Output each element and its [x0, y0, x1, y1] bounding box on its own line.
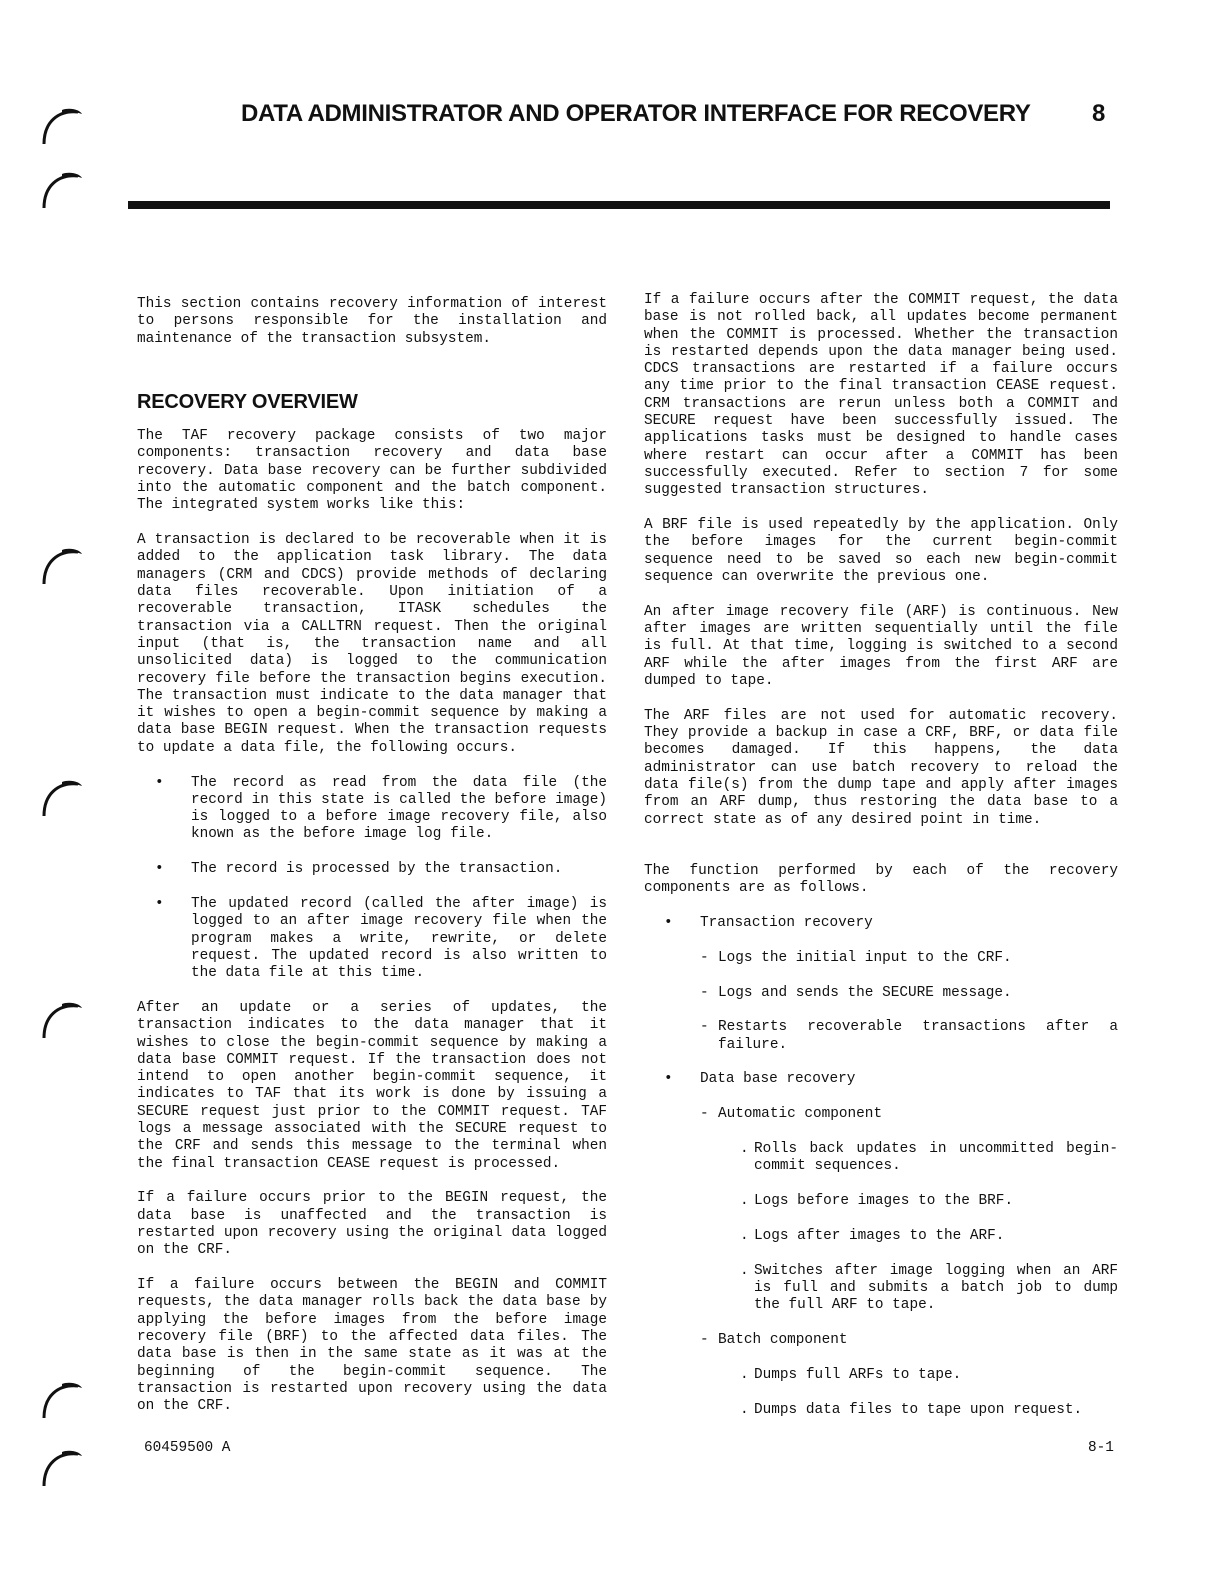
- paragraph: If a failure occurs after the COMMIT request, the data base is not rolled back, all updates become permanent when the COMMIT is processed. Whether the transaction is restarted depends upon the data manager being used. CDCS transactions are restarted if a failure occurs any time prior to the final transaction CEASE request. CRM transactions are rerun unless both a COMMIT and SECURE request have been successfully issued. The applications tasks must be designed to handle cases where restart can occur after a COMMIT has been successfully executed. Refer to section 7 for some suggested transaction structures.: [644, 292, 1118, 499]
- component-list: [644, 915, 1118, 1419]
- bullet-item: [137, 775, 607, 844]
- point-marker: .: [740, 1401, 749, 1418]
- point-text: Logs after images to the ARF.: [754, 1227, 1005, 1244]
- point-item: [700, 1141, 1118, 1176]
- paragraph: After an update or a series of updates, the transaction indicates to the data manager that it wishes to close the begin-commit sequence by making a data base COMMIT request. If the transaction does not intend to open another begin-commit sequence, it indicates to TAF that its work is done by issuing a SECURE request just prior to the COMMIT request. TAF logs a message associated with the SECURE request to the CRF and sends this message to the terminal when the final transaction CEASE request is processed.: [137, 1000, 607, 1172]
- sub-list: [700, 950, 1118, 1054]
- point-item: [700, 1263, 1118, 1315]
- sub-item-text: Automatic component: [718, 1106, 883, 1123]
- sub-item: [700, 1332, 1118, 1419]
- bullet-list: [137, 775, 607, 983]
- paragraph: If a failure occurs prior to the BEGIN request, the data base is unaffected and the transaction is restarted upon recovery using the original data logged on the CRF.: [137, 1190, 607, 1259]
- right-column: [644, 292, 1118, 1436]
- sub-item-text: Restarts recoverable transactions after a failure.: [718, 1019, 1118, 1053]
- sub-item: [700, 1106, 1118, 1314]
- binder-hole-mark: [40, 998, 86, 1044]
- page-number: 8-1: [1088, 1440, 1114, 1456]
- sub-item-text: Batch component: [718, 1332, 848, 1349]
- point-text: Logs before images to the BRF.: [754, 1193, 1014, 1210]
- binder-hole-mark: [40, 1446, 86, 1492]
- sub-item: [700, 950, 1118, 967]
- bullet-text: The record is processed by the transaction.: [191, 861, 563, 878]
- sub-item: [700, 1019, 1118, 1054]
- component-item: [644, 915, 1118, 1054]
- paragraph: A transaction is declared to be recoverable when it is added to the application task library. The data managers (CRM and CDCS) provide methods of declaring data files recoverable. Upon initiation of a recoverable transaction, ITASK schedules the transaction via a CALLTRN request. Then the original input (that is, the transaction name and all unsolicited data) is logged to the communication recovery file before the transaction begins execution. The transaction must indicate to the data manager that it wishes to open a begin-commit sequence by making a data base BEGIN request. When the transaction requests to update a data file, the following occurs.: [137, 532, 607, 756]
- paragraph: The ARF files are not used for automatic recovery. They provide a backup in case a CRF, BRF, or data file becomes damaged. If this happens, the data administrator can use batch recovery to reload the data file(s) from the dump tape and apply after images from an ARF dump, thus restoring the data base to a correct state as of any desired point in time.: [644, 707, 1118, 828]
- point-marker: .: [740, 1262, 749, 1279]
- dash-marker: -: [700, 1332, 709, 1349]
- bullet-text: The record as read from the data file (the record in this state is called the before image) is logged to a before image recovery file, also known as the before image log file.: [191, 774, 607, 843]
- point-marker: .: [740, 1366, 749, 1383]
- bullet-marker: •: [664, 1071, 673, 1088]
- dash-marker: -: [700, 949, 709, 966]
- header-rule: [128, 201, 1110, 209]
- bullet-marker: •: [155, 896, 164, 913]
- point-text: Rolls back updates in uncommitted begin-commit sequences.: [754, 1140, 1118, 1175]
- point-item: [700, 1228, 1118, 1245]
- binder-hole-mark: [40, 776, 86, 822]
- left-column: [137, 296, 607, 1433]
- point-marker: .: [740, 1193, 749, 1210]
- point-item: [700, 1193, 1118, 1210]
- point-text: Switches after image logging when an ARF is full and submits a batch job to dump the full ARF to tape.: [754, 1262, 1118, 1314]
- dash-marker: -: [700, 1019, 709, 1036]
- binder-hole-mark: [40, 544, 86, 590]
- bullet-item: [137, 861, 607, 878]
- point-text: Dumps data files to tape upon request.: [754, 1401, 1083, 1418]
- point-item: [700, 1402, 1118, 1419]
- sub-item: [700, 985, 1118, 1002]
- point-list: [700, 1141, 1118, 1315]
- dash-marker: -: [700, 1106, 709, 1123]
- chapter-title: DATA ADMINISTRATOR AND OPERATOR INTERFACE FOR RECOVERY: [241, 100, 1031, 127]
- paragraph: A BRF file is used repeatedly by the application. Only the before images for the current begin-commit sequence need to be saved so each new begin-commit sequence can overwrite the previous one.: [644, 517, 1118, 585]
- intro-paragraph: This section contains recovery information of interest to persons responsible for the installation and maintenance of the transaction subsystem.: [137, 296, 607, 347]
- paragraph: An after image recovery file (ARF) is continuous. New after images are written sequentially until the file is full. At that time, logging is switched to a second ARF while the after images from the first ARF are dumped to tape.: [644, 603, 1118, 689]
- bullet-marker: •: [664, 914, 673, 931]
- point-marker: .: [740, 1227, 749, 1244]
- binder-hole-mark: [40, 168, 86, 214]
- bullet-item: [137, 896, 607, 982]
- point-item: [700, 1367, 1118, 1384]
- component-label: Data base recovery: [700, 1071, 856, 1088]
- binder-hole-mark: [40, 1378, 86, 1424]
- sub-item-text: Logs the initial input to the CRF.: [718, 949, 1012, 966]
- component-label: Transaction recovery: [700, 914, 873, 931]
- document-number: 60459500 A: [144, 1440, 231, 1456]
- bullet-text: The updated record (called the after image) is logged to an after image recovery file when the program makes a write, rewrite, or delete request. The updated record is also written to the data file at this time.: [191, 896, 607, 982]
- sub-item-text: Logs and sends the SECURE message.: [718, 984, 1012, 1001]
- point-text: Dumps full ARFs to tape.: [754, 1366, 962, 1383]
- point-list: [700, 1367, 1118, 1419]
- paragraph: The function performed by each of the recovery components are as follows.: [644, 862, 1118, 897]
- binder-hole-mark: [40, 104, 86, 150]
- bullet-marker: •: [155, 861, 164, 878]
- section-heading: RECOVERY OVERVIEW: [137, 390, 358, 413]
- dash-marker: -: [700, 984, 709, 1001]
- paragraph: The TAF recovery package consists of two major components: transaction recovery and data base recovery. Data base recovery can be further subdivided into the automatic component and the batch component. The integrated system works like this:: [137, 428, 607, 514]
- paragraph: If a failure occurs between the BEGIN and COMMIT requests, the data manager rolls back the data base by applying the before images from the before image recovery file (BRF) to the affected data files. The data base is then in the same state as it was at the beginning of the begin-commit sequence. The transaction is restarted upon recovery using the data on the CRF.: [137, 1277, 607, 1415]
- sub-list: [700, 1106, 1118, 1419]
- point-marker: .: [740, 1140, 749, 1157]
- bullet-marker: •: [155, 774, 164, 791]
- component-item: [644, 1071, 1118, 1419]
- chapter-number: 8: [1092, 100, 1106, 127]
